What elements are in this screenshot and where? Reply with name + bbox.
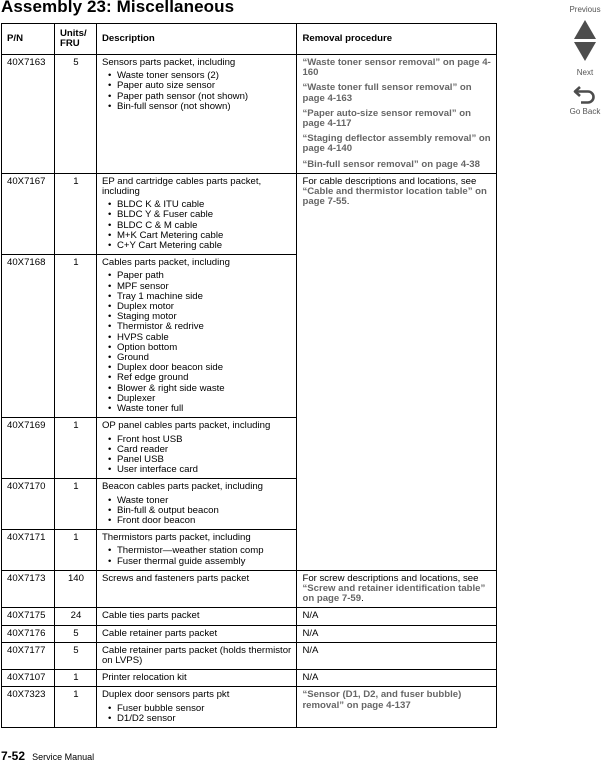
component-list-item: • Thermistor & redrive <box>117 322 293 332</box>
part-number-cell: 40X7173 <box>2 570 55 608</box>
component-list <box>102 71 293 112</box>
component-list-item: • Waste toner full <box>117 404 293 414</box>
description-cell <box>96 570 297 608</box>
units-cell: 1 <box>54 418 96 479</box>
units-cell: 1 <box>54 255 96 418</box>
table-row <box>2 173 497 254</box>
removal-cell: N/A <box>297 670 497 687</box>
removal-cell: N/A <box>297 642 497 669</box>
header-removal: Removal procedure <box>297 24 497 55</box>
navigation-panel <box>562 0 608 116</box>
removal-table-link[interactable]: “Screw and retainer identification table” on page 7-59 <box>302 582 486 605</box>
component-list-item: • Ref edge ground <box>117 373 293 383</box>
part-number-cell: 40X7175 <box>2 608 55 625</box>
table-row <box>2 687 497 728</box>
component-list-item: • Panel USB <box>117 455 293 465</box>
part-number-cell: 40X7177 <box>2 642 55 669</box>
units-cell: 5 <box>54 642 96 669</box>
removal-cell: N/A <box>297 625 497 642</box>
table-header-row <box>2 24 497 55</box>
component-list-item: • Paper auto size sensor <box>117 81 293 91</box>
footer-doc-title: Service Manual <box>32 752 95 762</box>
description-text: Screws and fasteners parts packet <box>101 572 250 584</box>
component-list-item: • Duplexer <box>117 394 293 404</box>
part-number-cell: 40X7170 <box>2 479 55 530</box>
header-description: Description <box>96 24 297 55</box>
parts-table-body <box>2 55 497 728</box>
removal-text: For screw descriptions and locations, see <box>302 572 479 584</box>
component-list-item: • Front door beacon <box>117 516 293 526</box>
description-text: Cables parts packet, including <box>101 257 230 269</box>
component-list <box>102 496 293 527</box>
description-text: Cable retainer parts packet <box>101 627 218 639</box>
units-cell: 1 <box>54 479 96 530</box>
parts-table <box>1 23 497 728</box>
header-units: Units/ FRU <box>54 24 96 55</box>
removal-cell <box>297 687 497 728</box>
description-text: Beacon cables parts packet, including <box>101 481 263 493</box>
component-list-item: • D1/D2 sensor <box>117 714 293 724</box>
description-cell <box>96 642 297 669</box>
table-row <box>2 608 497 625</box>
table-row <box>2 625 497 642</box>
page-footer <box>1 749 94 763</box>
component-list-item: • Card reader <box>117 445 293 455</box>
component-list-item: • User interface card <box>117 465 293 475</box>
removal-cell <box>297 570 497 608</box>
removal-procedure-link[interactable]: “Staging deflector assembly removal” on page 4-140 <box>302 133 491 155</box>
footer-page-number: 7-52 <box>1 749 26 763</box>
component-list-item: • Staging motor <box>117 312 293 322</box>
table-row <box>2 55 497 174</box>
component-list-item: • BLDC Y & Fuser cable <box>117 210 293 220</box>
component-list-item: • Tray 1 machine side <box>117 292 293 302</box>
removal-procedure-link[interactable]: “Waste toner sensor removal” on page 4-160 <box>302 57 491 79</box>
description-text: Thermistors parts packet, including <box>101 532 251 544</box>
removal-text: For cable descriptions and locations, see <box>302 175 477 187</box>
component-list <box>102 271 293 414</box>
removal-table-link[interactable]: “Cable and thermistor location table” on page 7-55 <box>302 186 487 208</box>
previous-arrow-icon[interactable] <box>574 20 596 39</box>
header-pn: P/N <box>2 24 55 55</box>
page-title: Assembly 23: Miscellaneous <box>1 0 235 16</box>
part-number-cell: 40X7167 <box>2 173 55 254</box>
units-cell: 1 <box>54 173 96 254</box>
description-cell <box>96 687 297 728</box>
removal-procedure-link[interactable]: “Paper auto-size sensor removal” on page 4-117 <box>302 107 471 130</box>
units-cell: 24 <box>54 608 96 625</box>
component-list-item: • BLDC C & M cable <box>117 221 293 231</box>
description-cell <box>96 479 297 530</box>
description-cell <box>96 418 297 479</box>
units-cell: 1 <box>54 670 96 687</box>
component-list-item: • Fuser thermal guide assembly <box>117 557 293 567</box>
component-list-item: • BLDC K & ITU cable <box>117 200 293 210</box>
description-cell <box>96 608 297 625</box>
units-cell: 1 <box>54 687 96 728</box>
part-number-cell: 40X7176 <box>2 625 55 642</box>
removal-cell <box>297 173 497 570</box>
part-number-cell: 40X7168 <box>2 255 55 418</box>
component-list-item: • Front host USB <box>117 435 293 445</box>
component-list-item: • Option bottom <box>117 343 293 353</box>
component-list <box>102 546 293 566</box>
component-list-item: • Paper path sensor (not shown) <box>117 92 293 102</box>
removal-procedure-link[interactable]: “Bin-full sensor removal” on page 4-38 <box>302 158 480 170</box>
part-number-cell: 40X7169 <box>2 418 55 479</box>
description-text: Printer relocation kit <box>101 672 187 684</box>
removal-procedure-link[interactable]: “Waste toner full sensor removal” on page 4-163 <box>302 82 472 104</box>
description-cell <box>96 670 297 687</box>
component-list <box>102 704 293 724</box>
component-list-item: • HVPS cable <box>117 333 293 343</box>
description-text: Cable retainer parts packet (holds thermistor on LVPS) <box>101 644 292 666</box>
component-list-item: • M+K Cart Metering cable <box>117 231 293 241</box>
go-back-icon[interactable] <box>573 84 597 104</box>
part-number-cell: 40X7163 <box>2 55 55 174</box>
component-list-item: • Paper path <box>117 271 293 281</box>
removal-cell: N/A <box>297 608 497 625</box>
description-cell <box>96 55 297 174</box>
component-list-item: • Fuser bubble sensor <box>117 704 293 714</box>
table-row <box>2 570 497 608</box>
description-cell <box>96 255 297 418</box>
units-cell: 5 <box>54 55 96 174</box>
component-list-item: • Waste toner sensors (2) <box>117 71 293 81</box>
component-list-item: • Blower & right side waste <box>117 384 293 394</box>
units-cell: 1 <box>54 530 96 571</box>
description-text: Cable ties parts packet <box>101 610 200 622</box>
description-cell <box>96 625 297 642</box>
description-text: EP and cartridge cables parts packet, including <box>101 175 262 198</box>
units-cell: 5 <box>54 625 96 642</box>
description-text: Sensors parts packet, including <box>101 57 236 68</box>
component-list-item: • Waste toner <box>117 496 293 506</box>
part-number-cell: 40X7107 <box>2 670 55 687</box>
component-list-item: • MPF sensor <box>117 282 293 292</box>
table-row <box>2 670 497 687</box>
table-row <box>2 642 497 669</box>
removal-text-end: . <box>361 593 364 605</box>
previous-label: Previous <box>569 5 601 14</box>
part-number-cell: 40X7171 <box>2 530 55 571</box>
removal-text-end: . <box>346 196 350 208</box>
description-text: OP panel cables parts packet, including <box>101 420 271 432</box>
component-list <box>102 435 293 476</box>
component-list-item: • Ground <box>117 353 293 363</box>
removal-cell <box>297 55 497 174</box>
next-arrow-icon[interactable] <box>574 42 596 61</box>
part-number-cell: 40X7323 <box>2 687 55 728</box>
component-list-item: • Bin-full sensor (not shown) <box>117 102 293 112</box>
go-back-label: Go Back <box>569 107 601 116</box>
removal-procedure-link[interactable]: “Sensor (D1, D2, and fuser bubble) removal” on page 4-137 <box>302 689 462 711</box>
description-cell <box>96 173 297 254</box>
description-text: Duplex door sensors parts pkt <box>101 689 230 701</box>
component-list-item: • Duplex door beacon side <box>117 363 293 373</box>
next-label: Next <box>576 68 594 77</box>
component-list-item: • Bin-full & output beacon <box>117 506 293 516</box>
units-cell: 140 <box>54 570 96 608</box>
component-list <box>102 200 293 251</box>
component-list-item: • Duplex motor <box>117 302 293 312</box>
component-list-item: • Thermistor—weather station comp <box>117 546 293 556</box>
description-cell <box>96 530 297 571</box>
component-list-item: • C+Y Cart Metering cable <box>117 241 293 251</box>
